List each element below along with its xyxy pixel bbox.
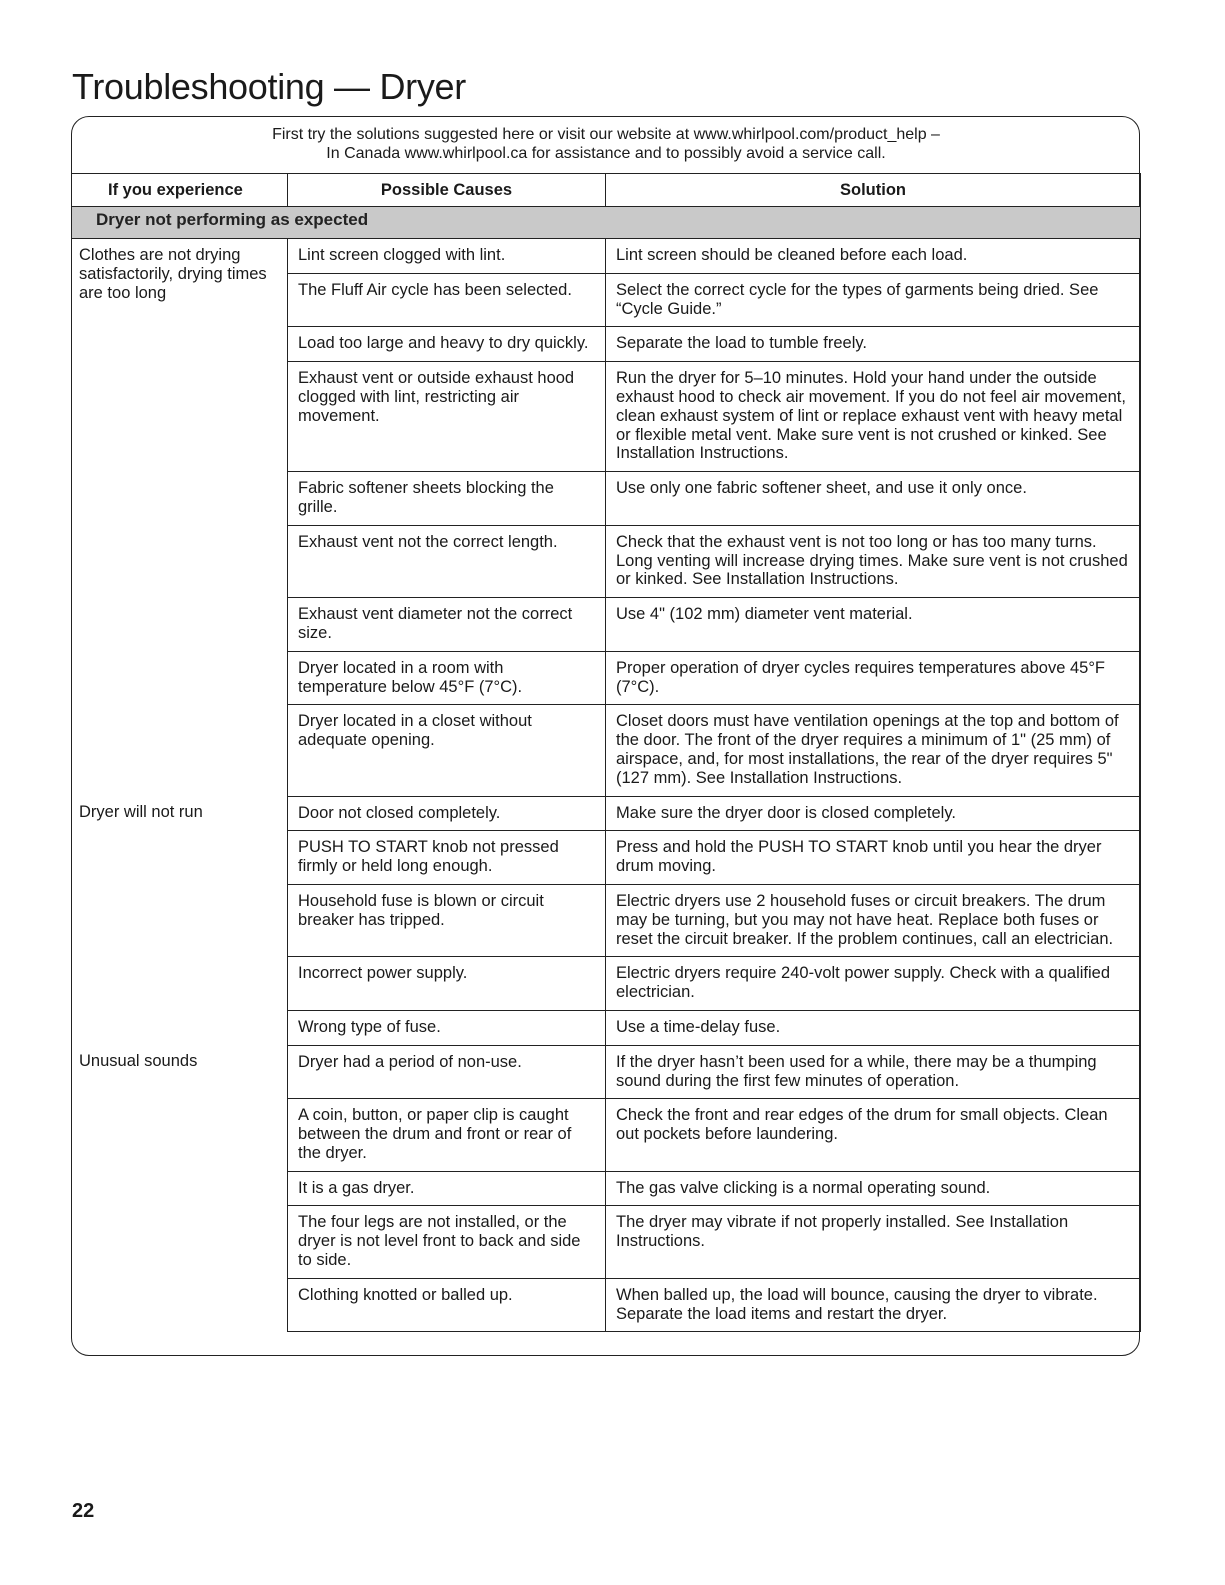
header-solution: Solution: [606, 174, 1141, 207]
solution-cell: Separate the load to tumble freely.: [606, 327, 1141, 362]
cause-cell: A coin, button, or paper clip is caught between the drum and front or rear of the dryer.: [288, 1099, 606, 1171]
symptom-cell: Clothes are not drying satisfactorily, drying times are too long: [72, 239, 288, 797]
header-experience: If you experience: [72, 174, 288, 207]
cause-cell: Exhaust vent or outside exhaust hood clogged with lint, restricting air movement.: [288, 362, 606, 472]
section-row: [72, 207, 1141, 239]
cause-cell: Fabric softener sheets blocking the grille.: [288, 472, 606, 526]
cause-cell: Exhaust vent diameter not the correct size.: [288, 598, 606, 652]
cause-cell: Dryer located in a closet without adequate opening.: [288, 705, 606, 796]
cause-cell: The four legs are not installed, or the dryer is not level front to back and side to side.: [288, 1206, 606, 1278]
cause-cell: Exhaust vent not the correct length.: [288, 525, 606, 597]
cause-cell: Household fuse is blown or circuit breaker has tripped.: [288, 884, 606, 956]
cause-cell: Wrong type of fuse.: [288, 1010, 606, 1045]
table-row: [72, 239, 1141, 274]
solution-cell: Check that the exhaust vent is not too long or has too many turns. Long venting will increase drying times. Make sure vent is not crushed or kinked. See Installation Instructions.: [606, 525, 1141, 597]
solution-cell: Electric dryers require 240-volt power supply. Check with a qualified electrician.: [606, 957, 1141, 1011]
symptom-cell: Dryer will not run: [72, 796, 288, 1045]
intro-line-2: In Canada www.whirlpool.ca for assistance and to possibly avoid a service call.: [326, 145, 886, 162]
cause-cell: Door not closed completely.: [288, 796, 606, 831]
section-heading: Dryer not performing as expected: [72, 207, 1141, 239]
cause-cell: It is a gas dryer.: [288, 1171, 606, 1206]
solution-cell: Use a time-delay fuse.: [606, 1010, 1141, 1045]
page-number: 22: [72, 1500, 95, 1522]
cause-cell: Incorrect power supply.: [288, 957, 606, 1011]
cause-cell: The Fluff Air cycle has been selected.: [288, 273, 606, 327]
cause-cell: Dryer located in a room with temperature below 45°F (7°C).: [288, 651, 606, 705]
intro-line-1: First try the solutions suggested here or visit our website at www.whirlpool.com/product_help –: [272, 126, 940, 143]
solution-cell: Lint screen should be cleaned before each load.: [606, 239, 1141, 274]
solution-cell: Proper operation of dryer cycles requires temperatures above 45°F (7°C).: [606, 651, 1141, 705]
solution-cell: Select the correct cycle for the types of garments being dried. See “Cycle Guide.”: [606, 273, 1141, 327]
solution-cell: The dryer may vibrate if not properly installed. See Installation Instructions.: [606, 1206, 1141, 1278]
solution-cell: Use 4" (102 mm) diameter vent material.: [606, 598, 1141, 652]
solution-cell: Check the front and rear edges of the drum for small objects. Clean out pockets before laundering.: [606, 1099, 1141, 1171]
table-header-row: [72, 174, 1141, 207]
solution-cell: Press and hold the PUSH TO START knob until you hear the dryer drum moving.: [606, 831, 1141, 885]
solution-cell: If the dryer hasn’t been used for a while, there may be a thumping sound during the first few minutes of operation.: [606, 1045, 1141, 1099]
intro-text: [73, 125, 1139, 163]
table-row: [72, 796, 1141, 831]
solution-cell: Use only one fabric softener sheet, and use it only once.: [606, 472, 1141, 526]
cause-cell: Lint screen clogged with lint.: [288, 239, 606, 274]
solution-cell: Run the dryer for 5–10 minutes. Hold your hand under the outside exhaust hood to check air movement. If you do not feel air movement, clean exhaust system of lint or replace exhaust vent with heavy metal or flexible metal vent. Make sure vent is not crushed or kinked. See Installation Instructions.: [606, 362, 1141, 472]
table-row: [72, 1045, 1141, 1099]
cause-cell: PUSH TO START knob not pressed firmly or held long enough.: [288, 831, 606, 885]
page-title: Troubleshooting — Dryer: [72, 66, 466, 107]
solution-cell: Make sure the dryer door is closed completely.: [606, 796, 1141, 831]
solution-cell: The gas valve clicking is a normal operating sound.: [606, 1171, 1141, 1206]
cause-cell: Clothing knotted or balled up.: [288, 1278, 606, 1332]
solution-cell: When balled up, the load will bounce, causing the dryer to vibrate. Separate the load items and restart the dryer.: [606, 1278, 1141, 1332]
cause-cell: Load too large and heavy to dry quickly.: [288, 327, 606, 362]
solution-cell: Closet doors must have ventilation openings at the top and bottom of the door. The front of the dryer requires a minimum of 1" (25 mm) of airspace, and, for most installations, the rear of the dryer requires 5" (127 mm). See Installation Instructions.: [606, 705, 1141, 796]
solution-cell: Electric dryers use 2 household fuses or circuit breakers. The drum may be turning, but you may not have heat. Replace both fuses or reset the circuit breaker. If the problem continues, call an electrician.: [606, 884, 1141, 956]
header-causes: Possible Causes: [288, 174, 606, 207]
cause-cell: Dryer had a period of non-use.: [288, 1045, 606, 1099]
symptom-cell: Unusual sounds: [72, 1045, 288, 1332]
troubleshooting-table: [71, 173, 1141, 1332]
